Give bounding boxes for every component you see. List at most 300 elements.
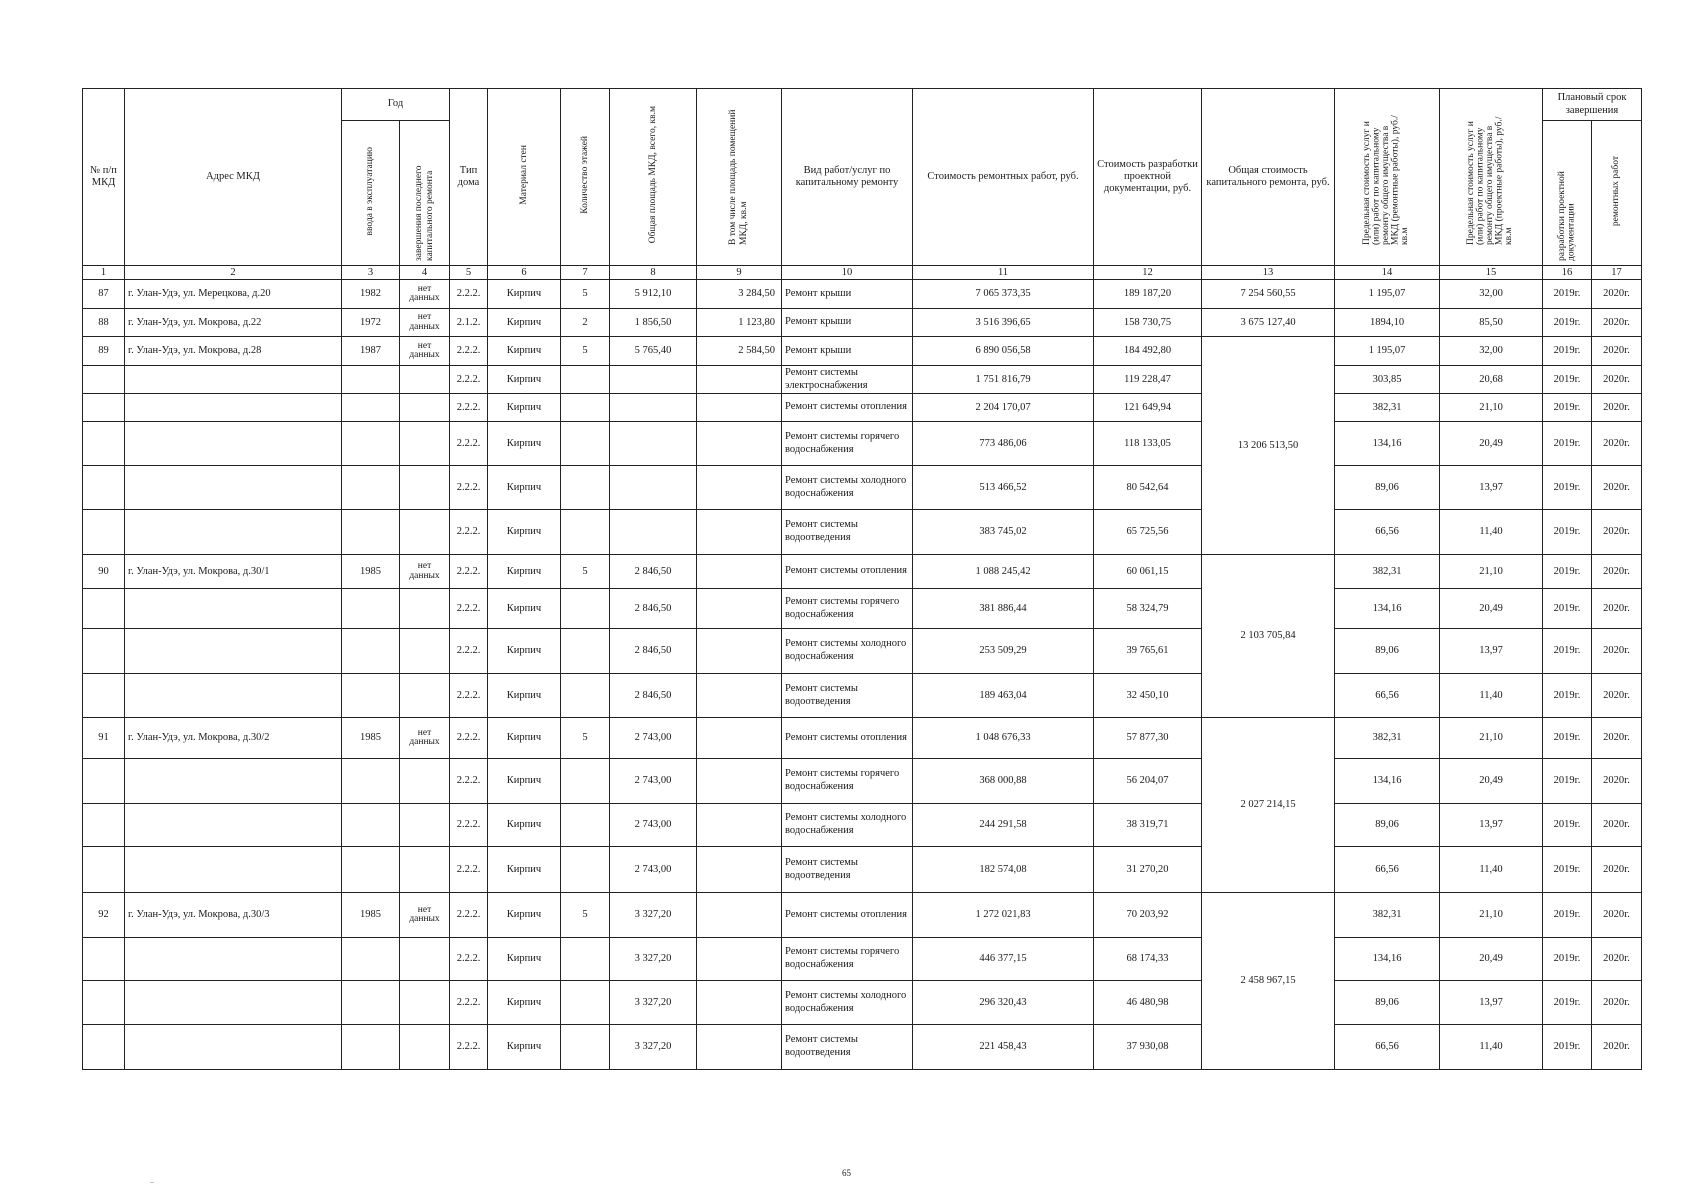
limit-design-cell: 85,50 <box>1440 309 1543 337</box>
repair-cost-cell: 2 204 170,07 <box>913 394 1094 422</box>
capital-repair-table <box>82 88 1642 1070</box>
house-type-cell: 2.2.2. <box>450 847 488 893</box>
column-number-cell: 16 <box>1543 266 1592 280</box>
year-built-cell <box>342 759 400 804</box>
deadline-repair-cell: 2020г. <box>1592 309 1642 337</box>
column-number-cell: 12 <box>1094 266 1202 280</box>
design-cost-cell: 37 930,08 <box>1094 1025 1202 1070</box>
house-number-cell <box>83 674 125 718</box>
limit-repair-cell: 89,06 <box>1335 629 1440 674</box>
total-area-cell: 5 912,10 <box>610 280 697 309</box>
address-cell <box>125 466 342 510</box>
work-type-cell: Ремонт крыши <box>782 309 913 337</box>
deadline-repair-cell: 2020г. <box>1592 366 1642 394</box>
last-repair-cell <box>400 1025 450 1070</box>
repair-cost-cell: 7 065 373,35 <box>913 280 1094 309</box>
table-row <box>83 466 1642 510</box>
total-area-cell: 3 327,20 <box>610 981 697 1025</box>
wall-material-cell: Кирпич <box>488 893 561 938</box>
work-type-cell: Ремонт системы холодного водоснабжения <box>782 629 913 674</box>
table-row <box>83 629 1642 674</box>
premises-area-cell <box>697 981 782 1025</box>
total-area-cell <box>610 466 697 510</box>
last-repair-cell <box>400 804 450 847</box>
last-repair-cell <box>400 366 450 394</box>
year-built-cell <box>342 674 400 718</box>
total-cost-cell: 3 675 127,40 <box>1202 309 1335 337</box>
wall-material-cell: Кирпич <box>488 938 561 981</box>
year-built-cell <box>342 366 400 394</box>
total-area-cell: 2 743,00 <box>610 847 697 893</box>
table-row <box>83 981 1642 1025</box>
work-type-cell: Ремонт системы горячего водоснабжения <box>782 938 913 981</box>
last-repair-cell <box>400 938 450 981</box>
table-row <box>83 394 1642 422</box>
column-number-cell: 15 <box>1440 266 1543 280</box>
total-cost-cell: 7 254 560,55 <box>1202 280 1335 309</box>
year-built-cell <box>342 394 400 422</box>
col-limit-repair-header: Предельная стоимость услуг и (или) работ по капитальному ремонту общего имущества в МКД (ремонтные работы), руб./кв.м <box>1362 115 1411 245</box>
wall-material-cell: Кирпич <box>488 366 561 394</box>
wall-material-cell: Кирпич <box>488 422 561 466</box>
table-row <box>83 804 1642 847</box>
deadline-design-cell: 2019г. <box>1543 629 1592 674</box>
floors-cell <box>561 466 610 510</box>
deadline-repair-cell: 2020г. <box>1592 394 1642 422</box>
limit-repair-cell: 303,85 <box>1335 366 1440 394</box>
deadline-repair-cell: 2020г. <box>1592 280 1642 309</box>
table-row <box>83 280 1642 309</box>
year-built-cell: 1982 <box>342 280 400 309</box>
design-cost-cell: 184 492,80 <box>1094 337 1202 366</box>
floors-cell: 5 <box>561 893 610 938</box>
house-number-cell: 91 <box>83 718 125 759</box>
limit-design-cell: 13,97 <box>1440 981 1543 1025</box>
year-built-cell <box>342 1025 400 1070</box>
floors-cell <box>561 394 610 422</box>
table-row <box>83 422 1642 466</box>
design-cost-cell: 118 133,05 <box>1094 422 1202 466</box>
last-repair-cell: нет данных <box>400 718 450 759</box>
deadline-design-cell: 2019г. <box>1543 394 1592 422</box>
table-row <box>83 309 1642 337</box>
total-area-cell: 2 846,50 <box>610 589 697 629</box>
limit-design-cell: 21,10 <box>1440 893 1543 938</box>
total-area-cell: 2 846,50 <box>610 629 697 674</box>
limit-repair-cell: 66,56 <box>1335 847 1440 893</box>
floors-cell: 2 <box>561 309 610 337</box>
total-cost-cell: 2 027 214,15 <box>1202 718 1335 893</box>
address-cell <box>125 981 342 1025</box>
col-wall-material-header: Материал стен <box>518 145 529 205</box>
wall-material-cell: Кирпич <box>488 280 561 309</box>
col-last-repair-header: завершения последнего капитального ремонта <box>413 165 435 261</box>
limit-design-cell: 21,10 <box>1440 394 1543 422</box>
work-type-cell: Ремонт крыши <box>782 337 913 366</box>
wall-material-cell: Кирпич <box>488 555 561 589</box>
design-cost-cell: 80 542,64 <box>1094 466 1202 510</box>
table-header <box>83 89 1642 280</box>
wall-material-cell: Кирпич <box>488 718 561 759</box>
year-built-cell <box>342 589 400 629</box>
wall-material-cell: Кирпич <box>488 394 561 422</box>
house-type-cell: 2.2.2. <box>450 1025 488 1070</box>
wall-material-cell: Кирпич <box>488 466 561 510</box>
year-built-cell: 1987 <box>342 337 400 366</box>
floors-cell <box>561 981 610 1025</box>
house-number-cell <box>83 366 125 394</box>
design-cost-cell: 39 765,61 <box>1094 629 1202 674</box>
house-number-cell <box>83 759 125 804</box>
wall-material-cell: Кирпич <box>488 589 561 629</box>
column-number-cell: 13 <box>1202 266 1335 280</box>
col-total-area-header: Общая площадь МКД, всего, кв.м <box>647 106 658 244</box>
total-area-cell <box>610 366 697 394</box>
deadline-design-cell: 2019г. <box>1543 555 1592 589</box>
column-number-cell: 7 <box>561 266 610 280</box>
premises-area-cell: 2 584,50 <box>697 337 782 366</box>
address-cell: г. Улан-Удэ, ул. Мокрова, д.30/2 <box>125 718 342 759</box>
floors-cell: 5 <box>561 555 610 589</box>
deadline-design-cell: 2019г. <box>1543 466 1592 510</box>
last-repair-cell <box>400 981 450 1025</box>
wall-material-cell: Кирпич <box>488 981 561 1025</box>
work-type-cell: Ремонт системы холодного водоснабжения <box>782 804 913 847</box>
table-row <box>83 847 1642 893</box>
deadline-design-cell: 2019г. <box>1543 366 1592 394</box>
capital-repair-table-sheet <box>82 88 1640 1122</box>
table-row <box>83 718 1642 759</box>
work-type-cell: Ремонт системы водоотведения <box>782 1025 913 1070</box>
col-num-header: № п/п МКД <box>83 89 125 266</box>
floors-cell: 5 <box>561 280 610 309</box>
column-number-cell: 6 <box>488 266 561 280</box>
deadline-repair-cell: 2020г. <box>1592 804 1642 847</box>
wall-material-cell: Кирпич <box>488 337 561 366</box>
premises-area-cell <box>697 555 782 589</box>
floors-cell: 5 <box>561 718 610 759</box>
wall-material-cell: Кирпич <box>488 674 561 718</box>
house-number-cell <box>83 629 125 674</box>
deadline-design-cell: 2019г. <box>1543 759 1592 804</box>
limit-design-cell: 13,97 <box>1440 629 1543 674</box>
deadline-repair-cell: 2020г. <box>1592 422 1642 466</box>
design-cost-cell: 119 228,47 <box>1094 366 1202 394</box>
column-number-cell: 5 <box>450 266 488 280</box>
premises-area-cell <box>697 847 782 893</box>
total-area-cell: 3 327,20 <box>610 893 697 938</box>
limit-repair-cell: 89,06 <box>1335 804 1440 847</box>
house-type-cell: 2.2.2. <box>450 280 488 309</box>
repair-cost-cell: 182 574,08 <box>913 847 1094 893</box>
total-area-cell <box>610 422 697 466</box>
limit-design-cell: 20,49 <box>1440 938 1543 981</box>
work-type-cell: Ремонт системы отопления <box>782 555 913 589</box>
address-cell <box>125 674 342 718</box>
total-area-cell: 3 327,20 <box>610 1025 697 1070</box>
limit-design-cell: 21,10 <box>1440 718 1543 759</box>
wall-material-cell: Кирпич <box>488 759 561 804</box>
house-type-cell: 2.2.2. <box>450 759 488 804</box>
house-number-cell: 87 <box>83 280 125 309</box>
table-row <box>83 893 1642 938</box>
limit-repair-cell: 66,56 <box>1335 1025 1440 1070</box>
year-built-cell: 1985 <box>342 718 400 759</box>
column-number-cell: 4 <box>400 266 450 280</box>
total-area-cell: 3 327,20 <box>610 938 697 981</box>
house-number-cell <box>83 804 125 847</box>
table-body <box>83 280 1642 1070</box>
address-cell <box>125 366 342 394</box>
total-cost-cell: 2 103 705,84 <box>1202 555 1335 718</box>
work-type-cell: Ремонт системы водоотведения <box>782 674 913 718</box>
work-type-cell: Ремонт системы водоотведения <box>782 510 913 555</box>
house-number-cell <box>83 981 125 1025</box>
col-house-type-header: Тип дома <box>450 89 488 266</box>
floors-cell <box>561 1025 610 1070</box>
table-row <box>83 1025 1642 1070</box>
deadline-design-cell: 2019г. <box>1543 674 1592 718</box>
deadline-design-cell: 2019г. <box>1543 938 1592 981</box>
house-type-cell: 2.2.2. <box>450 589 488 629</box>
work-type-cell: Ремонт системы горячего водоснабжения <box>782 759 913 804</box>
limit-design-cell: 21,10 <box>1440 555 1543 589</box>
house-type-cell: 2.2.2. <box>450 804 488 847</box>
house-type-cell: 2.2.2. <box>450 718 488 759</box>
limit-repair-cell: 1 195,07 <box>1335 337 1440 366</box>
address-cell: г. Улан-Удэ, ул. Мерецкова, д.20 <box>125 280 342 309</box>
last-repair-cell <box>400 847 450 893</box>
last-repair-cell: нет данных <box>400 309 450 337</box>
house-number-cell <box>83 589 125 629</box>
last-repair-cell <box>400 466 450 510</box>
limit-design-cell: 20,49 <box>1440 759 1543 804</box>
scan-mark <box>150 1182 154 1183</box>
last-repair-cell: нет данных <box>400 555 450 589</box>
limit-design-cell: 20,49 <box>1440 589 1543 629</box>
floors-cell <box>561 510 610 555</box>
house-type-cell: 2.2.2. <box>450 674 488 718</box>
work-type-cell: Ремонт крыши <box>782 280 913 309</box>
deadline-design-cell: 2019г. <box>1543 893 1592 938</box>
deadline-repair-cell: 2020г. <box>1592 466 1642 510</box>
last-repair-cell: нет данных <box>400 280 450 309</box>
house-number-cell <box>83 510 125 555</box>
deadline-repair-cell: 2020г. <box>1592 629 1642 674</box>
work-type-cell: Ремонт системы отопления <box>782 718 913 759</box>
repair-cost-cell: 244 291,58 <box>913 804 1094 847</box>
house-number-cell <box>83 847 125 893</box>
table-row <box>83 555 1642 589</box>
col-deadline-group-header: Плановый срок завершения <box>1543 89 1642 121</box>
limit-repair-cell: 382,31 <box>1335 555 1440 589</box>
work-type-cell: Ремонт системы отопления <box>782 394 913 422</box>
total-area-cell: 2 846,50 <box>610 555 697 589</box>
house-number-cell: 90 <box>83 555 125 589</box>
address-cell <box>125 938 342 981</box>
design-cost-cell: 38 319,71 <box>1094 804 1202 847</box>
address-cell <box>125 394 342 422</box>
house-number-cell <box>83 422 125 466</box>
house-type-cell: 2.2.2. <box>450 366 488 394</box>
premises-area-cell <box>697 674 782 718</box>
design-cost-cell: 56 204,07 <box>1094 759 1202 804</box>
repair-cost-cell: 773 486,06 <box>913 422 1094 466</box>
limit-repair-cell: 134,16 <box>1335 422 1440 466</box>
column-number-cell: 2 <box>125 266 342 280</box>
premises-area-cell <box>697 759 782 804</box>
design-cost-cell: 189 187,20 <box>1094 280 1202 309</box>
deadline-repair-cell: 2020г. <box>1592 510 1642 555</box>
page-number: 65 <box>842 1168 851 1178</box>
limit-design-cell: 20,49 <box>1440 422 1543 466</box>
address-cell <box>125 759 342 804</box>
total-area-cell: 1 856,50 <box>610 309 697 337</box>
table-row <box>83 510 1642 555</box>
total-area-cell: 2 846,50 <box>610 674 697 718</box>
year-built-cell <box>342 981 400 1025</box>
repair-cost-cell: 1 751 816,79 <box>913 366 1094 394</box>
wall-material-cell: Кирпич <box>488 510 561 555</box>
design-cost-cell: 70 203,92 <box>1094 893 1202 938</box>
limit-design-cell: 32,00 <box>1440 337 1543 366</box>
limit-design-cell: 11,40 <box>1440 847 1543 893</box>
repair-cost-cell: 381 886,44 <box>913 589 1094 629</box>
deadline-design-cell: 2019г. <box>1543 1025 1592 1070</box>
repair-cost-cell: 1 088 245,42 <box>913 555 1094 589</box>
premises-area-cell: 3 284,50 <box>697 280 782 309</box>
col-design-cost-header: Стоимость разработки проектной документации, руб. <box>1094 89 1202 266</box>
column-number-cell: 9 <box>697 266 782 280</box>
house-type-cell: 2.2.2. <box>450 510 488 555</box>
house-type-cell: 2.2.2. <box>450 981 488 1025</box>
year-built-cell <box>342 938 400 981</box>
address-cell: г. Улан-Удэ, ул. Мокрова, д.28 <box>125 337 342 366</box>
address-cell <box>125 629 342 674</box>
premises-area-cell <box>697 804 782 847</box>
floors-cell <box>561 589 610 629</box>
limit-repair-cell: 134,16 <box>1335 938 1440 981</box>
repair-cost-cell: 446 377,15 <box>913 938 1094 981</box>
deadline-repair-cell: 2020г. <box>1592 589 1642 629</box>
house-type-cell: 2.2.2. <box>450 893 488 938</box>
year-built-cell: 1985 <box>342 893 400 938</box>
work-type-cell: Ремонт системы горячего водоснабжения <box>782 589 913 629</box>
work-type-cell: Ремонт системы отопления <box>782 893 913 938</box>
col-year-group-header: Год <box>342 89 450 121</box>
floors-cell <box>561 759 610 804</box>
premises-area-cell <box>697 1025 782 1070</box>
floors-cell <box>561 938 610 981</box>
floors-cell: 5 <box>561 337 610 366</box>
design-cost-cell: 65 725,56 <box>1094 510 1202 555</box>
deadline-repair-cell: 2020г. <box>1592 759 1642 804</box>
house-number-cell: 92 <box>83 893 125 938</box>
limit-repair-cell: 89,06 <box>1335 981 1440 1025</box>
col-floors-header: Количество этажей <box>579 136 590 214</box>
table-row <box>83 589 1642 629</box>
limit-design-cell: 20,68 <box>1440 366 1543 394</box>
deadline-design-cell: 2019г. <box>1543 280 1592 309</box>
col-premises-area-header: В том числе площадь помещений МКД, кв.м <box>728 109 749 245</box>
wall-material-cell: Кирпич <box>488 309 561 337</box>
deadline-design-cell: 2019г. <box>1543 422 1592 466</box>
total-area-cell: 5 765,40 <box>610 337 697 366</box>
design-cost-cell: 31 270,20 <box>1094 847 1202 893</box>
house-type-cell: 2.2.2. <box>450 422 488 466</box>
house-number-cell <box>83 1025 125 1070</box>
limit-design-cell: 11,40 <box>1440 674 1543 718</box>
premises-area-cell: 1 123,80 <box>697 309 782 337</box>
design-cost-cell: 60 061,15 <box>1094 555 1202 589</box>
design-cost-cell: 68 174,33 <box>1094 938 1202 981</box>
repair-cost-cell: 6 890 056,58 <box>913 337 1094 366</box>
limit-repair-cell: 382,31 <box>1335 893 1440 938</box>
last-repair-cell <box>400 422 450 466</box>
table-row <box>83 938 1642 981</box>
wall-material-cell: Кирпич <box>488 804 561 847</box>
deadline-repair-cell: 2020г. <box>1592 938 1642 981</box>
address-cell <box>125 847 342 893</box>
repair-cost-cell: 296 320,43 <box>913 981 1094 1025</box>
premises-area-cell <box>697 366 782 394</box>
work-type-cell: Ремонт системы электроснабжения <box>782 366 913 394</box>
deadline-repair-cell: 2020г. <box>1592 1025 1642 1070</box>
deadline-design-cell: 2019г. <box>1543 718 1592 759</box>
floors-cell <box>561 422 610 466</box>
year-built-cell <box>342 510 400 555</box>
floors-cell <box>561 629 610 674</box>
deadline-repair-cell: 2020г. <box>1592 847 1642 893</box>
repair-cost-cell: 3 516 396,65 <box>913 309 1094 337</box>
premises-area-cell <box>697 629 782 674</box>
year-built-cell <box>342 629 400 674</box>
limit-repair-cell: 66,56 <box>1335 510 1440 555</box>
last-repair-cell <box>400 589 450 629</box>
column-number-cell: 14 <box>1335 266 1440 280</box>
year-built-cell <box>342 466 400 510</box>
floors-cell <box>561 366 610 394</box>
repair-cost-cell: 368 000,88 <box>913 759 1094 804</box>
work-type-cell: Ремонт системы водоотведения <box>782 847 913 893</box>
limit-repair-cell: 1894,10 <box>1335 309 1440 337</box>
design-cost-cell: 121 649,94 <box>1094 394 1202 422</box>
address-cell <box>125 510 342 555</box>
premises-area-cell <box>697 510 782 555</box>
limit-design-cell: 13,97 <box>1440 466 1543 510</box>
year-built-cell <box>342 847 400 893</box>
col-address-header: Адрес МКД <box>125 89 342 266</box>
deadline-design-cell: 2019г. <box>1543 309 1592 337</box>
col-deadline-repair-header: ремонтных работ <box>1610 155 1621 227</box>
total-area-cell <box>610 510 697 555</box>
deadline-design-cell: 2019г. <box>1543 847 1592 893</box>
column-number-cell: 11 <box>913 266 1094 280</box>
last-repair-cell: нет данных <box>400 337 450 366</box>
premises-area-cell <box>697 466 782 510</box>
table-row <box>83 337 1642 366</box>
house-type-cell: 2.2.2. <box>450 337 488 366</box>
limit-design-cell: 11,40 <box>1440 1025 1543 1070</box>
table-row <box>83 366 1642 394</box>
repair-cost-cell: 383 745,02 <box>913 510 1094 555</box>
limit-repair-cell: 89,06 <box>1335 466 1440 510</box>
column-number-cell: 3 <box>342 266 400 280</box>
column-number-cell: 10 <box>782 266 913 280</box>
house-number-cell: 88 <box>83 309 125 337</box>
work-type-cell: Ремонт системы горячего водоснабжения <box>782 422 913 466</box>
deadline-design-cell: 2019г. <box>1543 804 1592 847</box>
